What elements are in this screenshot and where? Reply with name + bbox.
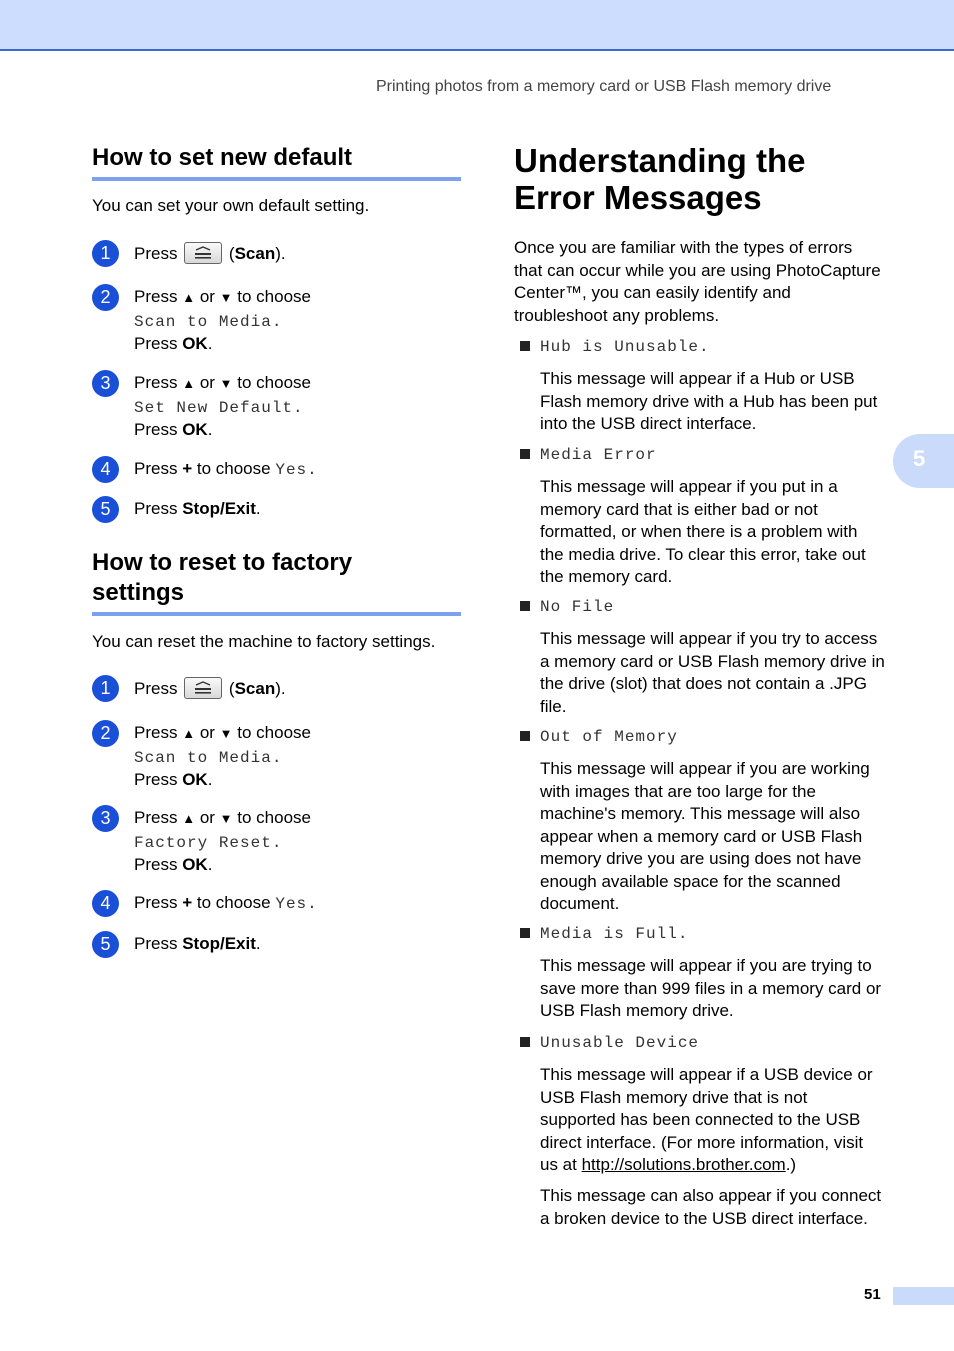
footer-bar xyxy=(893,1287,954,1305)
page-title: Understanding the Error Messages xyxy=(514,142,806,216)
step-number: 3 xyxy=(92,805,119,832)
section-intro: You can set your own default setting. xyxy=(92,196,370,215)
square-bullet-icon xyxy=(520,1037,530,1047)
error-description: This message will appear if a USB device or USB Flash memory drive that is not supported has been connected to the USB direct interface. (For more information, visit us at http://solutions.brother.com.) xyxy=(540,1065,873,1174)
error-name: Out of Memory xyxy=(540,728,678,746)
page-number: 51 xyxy=(864,1286,881,1303)
chapter-number: 5 xyxy=(913,446,926,471)
section-title-factory-reset: How to reset to factory settings xyxy=(92,548,461,616)
error-name: Media Error xyxy=(540,446,657,464)
error-item xyxy=(520,598,885,716)
down-arrow-icon: ▼ xyxy=(219,290,233,305)
error-name: Hub is Unusable. xyxy=(540,338,710,356)
chapter-tab xyxy=(893,434,954,488)
error-name: Media is Full. xyxy=(540,925,689,943)
scan-icon xyxy=(184,242,222,264)
section-intro: You can reset the machine to factory settings. xyxy=(92,632,436,651)
up-arrow-icon: ▲ xyxy=(182,290,196,305)
error-name: Unusable Device xyxy=(540,1034,700,1052)
square-bullet-icon xyxy=(520,928,530,938)
up-arrow-icon: ▲ xyxy=(182,376,196,391)
error-extra-note: This message can also appear if you connect a broken device to the USB direct interface. xyxy=(540,1186,882,1228)
error-item xyxy=(520,1034,884,1228)
square-bullet-icon xyxy=(520,341,530,351)
step-number: 5 xyxy=(92,496,119,523)
step-number: 1 xyxy=(92,240,119,267)
square-bullet-icon xyxy=(520,601,530,611)
header-bar xyxy=(0,0,954,51)
error-description: This message will appear if you put in a memory card that is either bad or not formatted, or when there is a problem with the media drive. To clear this error, take out the memory card. xyxy=(540,477,866,586)
error-description: This message will appear if a Hub or USB Flash memory drive with a Hub has been put into the USB direct interface. xyxy=(540,369,878,433)
running-head: Printing photos from a memory card or USB Flash memory drive xyxy=(376,78,832,95)
step-number: 5 xyxy=(92,931,119,958)
error-item xyxy=(520,925,884,1020)
up-arrow-icon: ▲ xyxy=(182,726,196,741)
error-item xyxy=(520,446,884,586)
step-number: 1 xyxy=(92,675,119,702)
step-number: 2 xyxy=(92,720,119,747)
up-arrow-icon: ▲ xyxy=(182,811,196,826)
step-number: 3 xyxy=(92,370,119,397)
square-bullet-icon xyxy=(520,449,530,459)
error-intro: Once you are familiar with the types of errors that can occur while you are using PhotoCapture Center™, you can easily identify and troubleshoot any problems. xyxy=(514,238,881,325)
step-number: 4 xyxy=(92,890,119,917)
step-number: 2 xyxy=(92,284,119,311)
scan-icon xyxy=(184,677,222,699)
error-name: No File xyxy=(540,598,615,616)
error-description: This message will appear if you are trying to save more than 999 files in a memory card or USB Flash memory drive. xyxy=(540,956,882,1020)
step-number: 4 xyxy=(92,456,119,483)
error-description: This message will appear if you are working with images that are too large for the machine's memory. This message will also appear when a memory card or USB Flash memory drive you are using does not have enough available space for the scanned document. xyxy=(540,759,870,913)
square-bullet-icon xyxy=(520,731,530,741)
error-description: This message will appear if you try to access a memory card or USB Flash memory drive in the drive (slot) that does not contain a .JPG file. xyxy=(540,629,885,716)
support-link[interactable]: http://solutions.brother.com xyxy=(581,1155,786,1174)
down-arrow-icon: ▼ xyxy=(219,811,233,826)
down-arrow-icon: ▼ xyxy=(219,726,233,741)
error-item xyxy=(520,338,884,433)
error-item xyxy=(520,728,884,913)
section-title-new-default: How to set new default xyxy=(92,143,461,181)
down-arrow-icon: ▼ xyxy=(219,376,233,391)
